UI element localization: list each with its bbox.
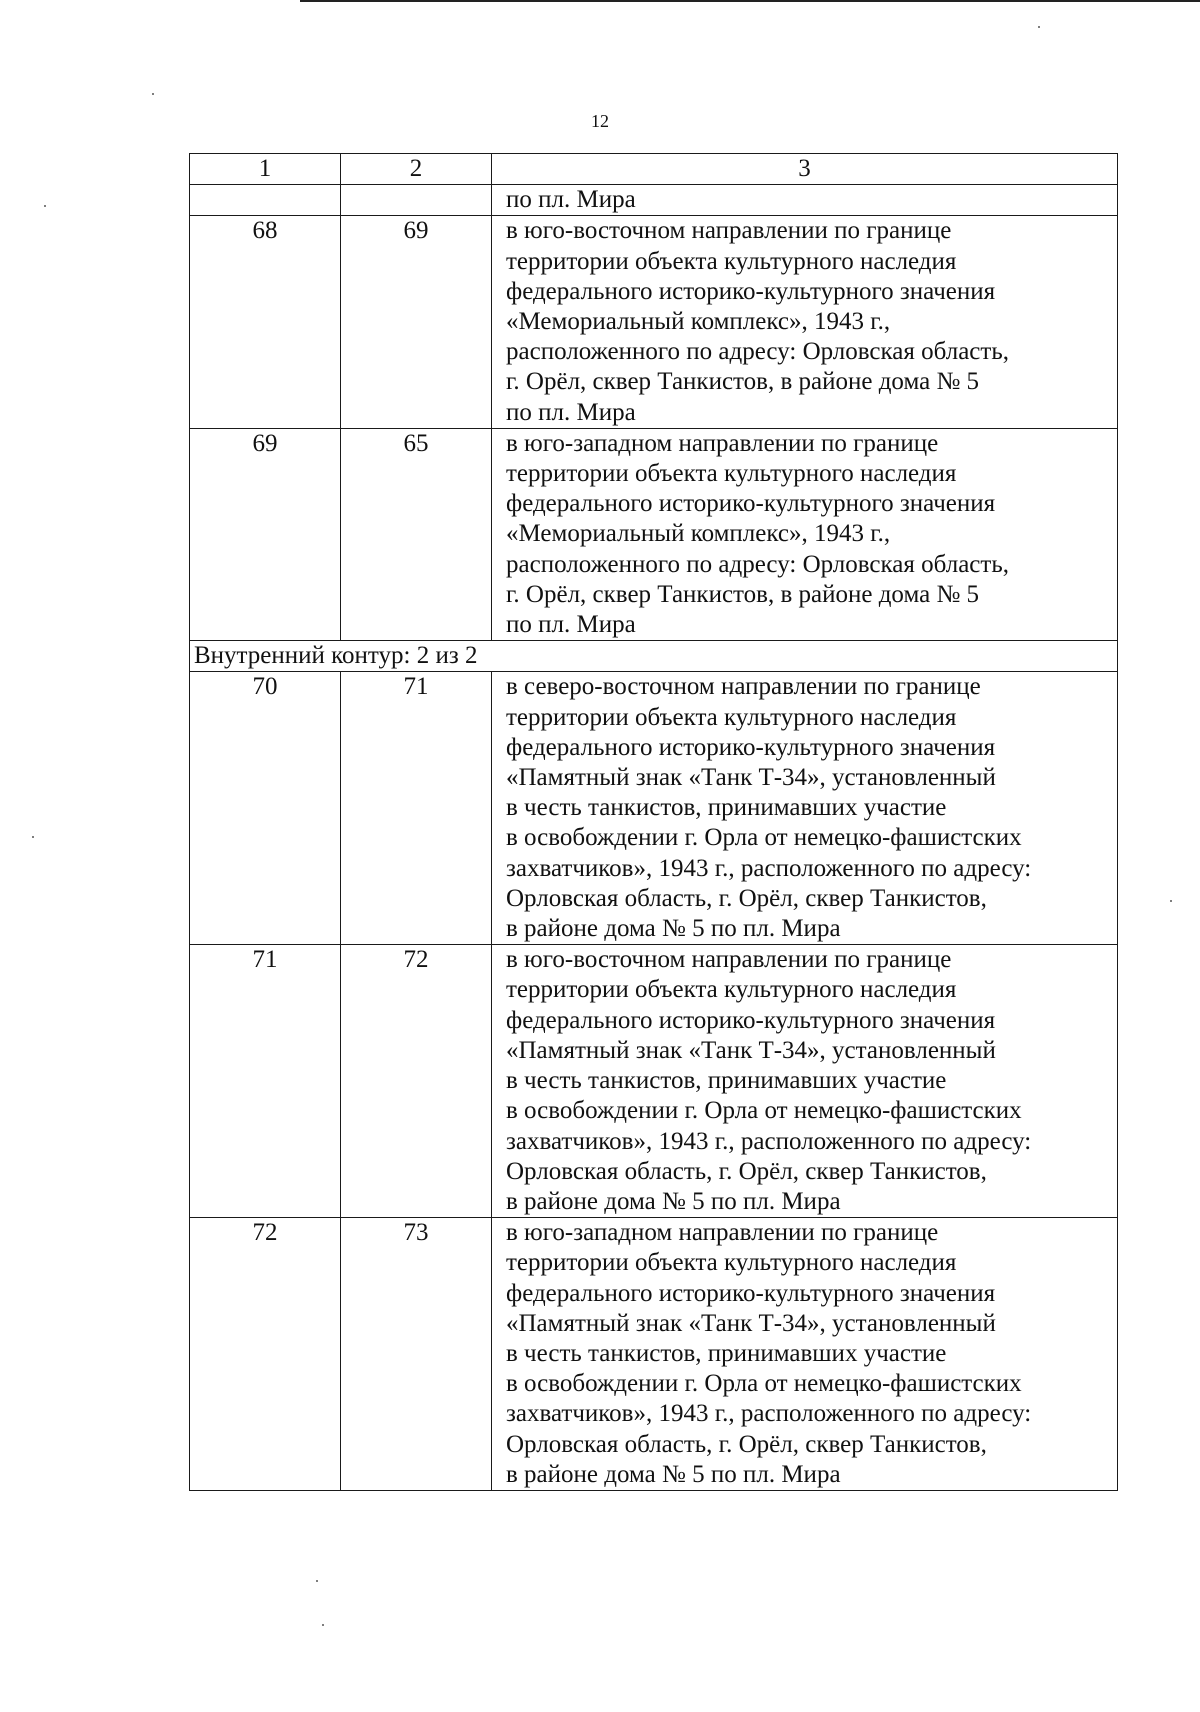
scan-speck — [152, 93, 154, 95]
description-line: «Памятный знак «Танк Т-34», установленный — [506, 1036, 996, 1064]
description-line: в юго-восточном направлении по границе — [506, 217, 952, 245]
page-number: 12 — [591, 111, 609, 131]
point-to-cell: 71 — [341, 672, 492, 945]
description-line: в районе дома № 5 по пл. Мира — [506, 915, 841, 943]
boundary-description-cell — [492, 672, 1118, 945]
inner-contour-label: Внутренний контур: 2 из 2 — [190, 641, 1118, 672]
boundary-description-cell — [492, 185, 1118, 216]
table-header-row — [190, 154, 1118, 185]
description-line: по пл. Мира — [506, 186, 636, 214]
description-line: в честь танкистов, принимавших участие — [506, 1339, 947, 1367]
description-line: в юго-восточном направлении по границе — [506, 946, 952, 974]
description-line: территории объекта культурного наследия — [506, 703, 957, 731]
description-line: федерального историко-культурного значения — [506, 733, 996, 761]
table-row — [190, 945, 1118, 1218]
point-from-cell: 70 — [190, 672, 341, 945]
boundary-description-cell — [492, 428, 1118, 640]
description-line: «Мемориальный комплекс», 1943 г., — [506, 520, 891, 548]
description-line: в освобождении г. Орла от немецко-фашистских — [506, 1370, 1022, 1398]
description-line: территории объекта культурного наследия — [506, 247, 957, 275]
point-from-cell: 71 — [190, 945, 341, 1218]
description-line: в северо-восточном направлении по границе — [506, 673, 981, 701]
description-line: в юго-западном направлении по границе — [506, 1219, 939, 1247]
description-line: территории объекта культурного наследия — [506, 1249, 957, 1277]
description-line: расположенного по адресу: Орловская область, — [506, 338, 1009, 366]
description-line: федерального историко-культурного значения — [506, 490, 996, 518]
description-line: в честь танкистов, принимавших участие — [506, 1067, 947, 1095]
scan-speck — [1038, 26, 1040, 28]
boundary-description-cell — [492, 945, 1118, 1218]
point-to-cell — [341, 185, 492, 216]
description-line: Орловская область, г. Орёл, сквер Танкистов, — [506, 884, 987, 912]
description-line: г. Орёл, сквер Танкистов, в районе дома № 5 — [506, 368, 980, 396]
point-from-cell — [190, 185, 341, 216]
description-line: «Памятный знак «Танк Т-34», установленный — [506, 1309, 996, 1337]
description-line: захватчиков», 1943 г., расположенного по адресу: — [506, 1127, 1032, 1155]
table-row — [190, 185, 1118, 216]
description-line: по пл. Мира — [506, 398, 636, 426]
scan-speck — [316, 1580, 318, 1582]
description-line: в районе дома № 5 по пл. Мира — [506, 1460, 841, 1488]
column-header-2: 2 — [341, 154, 492, 185]
point-from-cell: 72 — [190, 1218, 341, 1491]
description-line: «Мемориальный комплекс», 1943 г., — [506, 308, 891, 336]
description-line: в честь танкистов, принимавших участие — [506, 794, 947, 822]
description-line: в районе дома № 5 по пл. Мира — [506, 1187, 841, 1215]
description-line: в юго-западном направлении по границе — [506, 429, 939, 457]
scan-speck — [32, 836, 34, 838]
boundary-description-cell — [492, 1218, 1118, 1491]
point-from-cell: 68 — [190, 216, 341, 428]
description-line: в освобождении г. Орла от немецко-фашистских — [506, 1097, 1022, 1125]
point-to-cell: 72 — [341, 945, 492, 1218]
description-line: захватчиков», 1943 г., расположенного по адресу: — [506, 854, 1032, 882]
boundary-description-table — [189, 153, 1118, 1491]
description-line: по пл. Мира — [506, 611, 636, 639]
point-to-cell: 69 — [341, 216, 492, 428]
table-body — [190, 185, 1118, 1491]
scan-speck — [1170, 900, 1172, 902]
description-line: Орловская область, г. Орёл, сквер Танкистов, — [506, 1157, 987, 1185]
description-line: «Памятный знак «Танк Т-34», установленный — [506, 764, 996, 792]
description-line: расположенного по адресу: Орловская область, — [506, 550, 1009, 578]
point-from-cell: 69 — [190, 428, 341, 640]
table-row — [190, 1218, 1118, 1491]
column-header-3: 3 — [492, 154, 1118, 185]
boundary-description-cell — [492, 216, 1118, 428]
scan-top-edge-line — [300, 0, 1200, 2]
table-row — [190, 216, 1118, 428]
description-line: в освобождении г. Орла от немецко-фашистских — [506, 824, 1022, 852]
description-line: захватчиков», 1943 г., расположенного по адресу: — [506, 1400, 1032, 1428]
description-line: г. Орёл, сквер Танкистов, в районе дома № 5 — [506, 580, 980, 608]
description-line: федерального историко-культурного значения — [506, 277, 996, 305]
point-to-cell: 73 — [341, 1218, 492, 1491]
description-line: территории объекта культурного наследия — [506, 460, 957, 488]
scan-speck — [322, 1624, 324, 1626]
description-line: территории объекта культурного наследия — [506, 976, 957, 1004]
description-line: федерального историко-культурного значения — [506, 1006, 996, 1034]
description-line: федерального историко-культурного значения — [506, 1279, 996, 1307]
point-to-cell: 65 — [341, 428, 492, 640]
scan-speck — [44, 205, 46, 207]
table-row — [190, 672, 1118, 945]
description-line: Орловская область, г. Орёл, сквер Танкистов, — [506, 1430, 987, 1458]
section-row — [190, 641, 1118, 672]
table-row — [190, 428, 1118, 640]
column-header-1: 1 — [190, 154, 341, 185]
